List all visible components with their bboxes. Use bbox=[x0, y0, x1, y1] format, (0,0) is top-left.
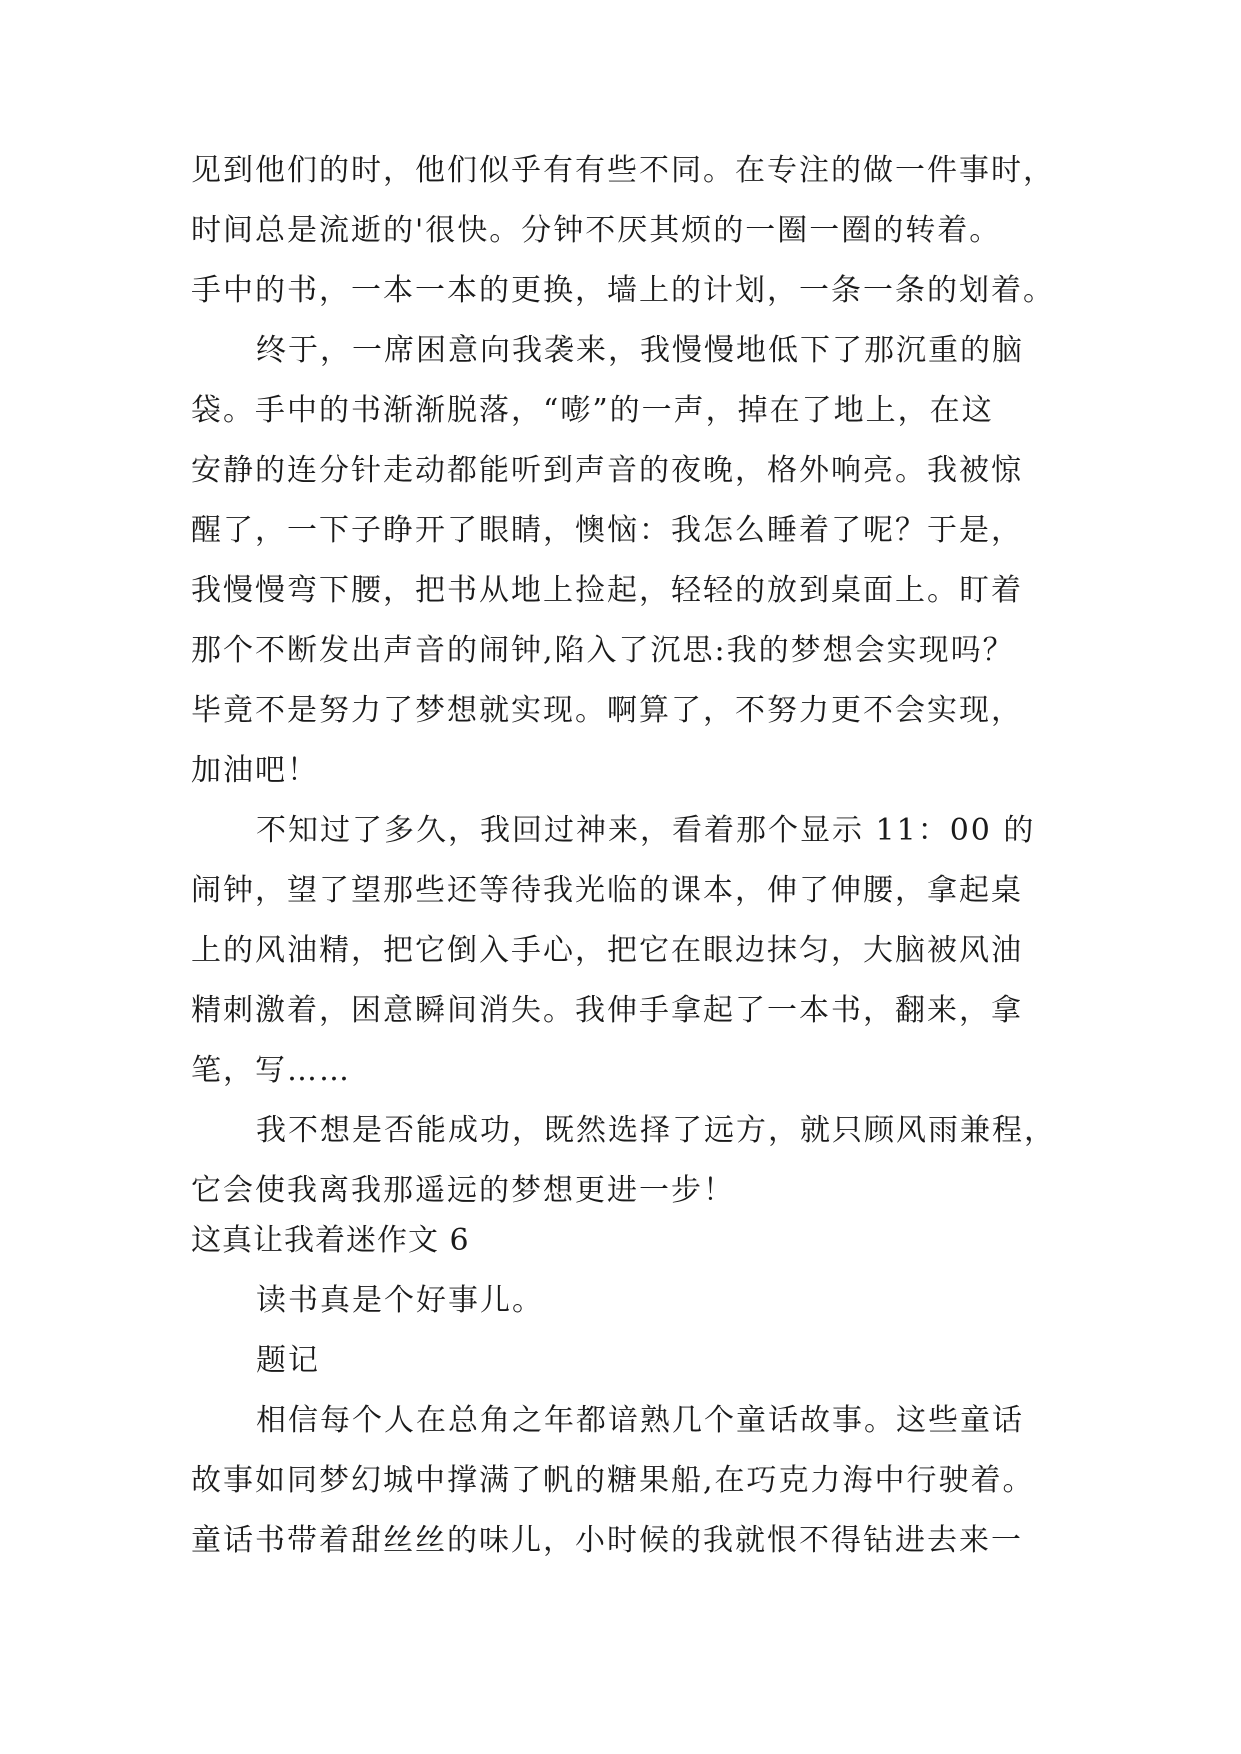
text-line: 醒了，一下子睁开了眼睛，懊恼：我怎么睡着了呢？于是， bbox=[191, 513, 1023, 548]
paragraph-first-line: 读书真是个好事儿。 bbox=[256, 1283, 544, 1318]
text-line: 我慢慢弯下腰，把书从地上捡起，轻轻的放到桌面上。盯着 bbox=[191, 573, 1023, 608]
paragraph-first-line: 终于，一席困意向我袭来，我慢慢地低下了那沉重的脑 bbox=[256, 333, 1024, 368]
text-line: 毕竟不是努力了梦想就实现。啊算了，不努力更不会实现， bbox=[191, 693, 1023, 728]
text-line: 它会使我离我那遥远的梦想更进一步！ bbox=[191, 1173, 735, 1208]
text-line: 加油吧！ bbox=[191, 753, 319, 788]
text-line: 手中的书，一本一本的更换，墙上的计划，一条一条的划着。 bbox=[191, 273, 1055, 308]
text-line: 故事如同梦幻城中撑满了帆的糖果船,在巧克力海中行驶着。 bbox=[191, 1463, 1035, 1498]
text-line: 见到他们的时，他们似乎有有些不同。在专注的做一件事时， bbox=[191, 153, 1055, 188]
text-line: 那个不断发出声音的闹钟,陷入了沉思:我的梦想会实现吗？ bbox=[191, 633, 1015, 668]
text-line: 安静的连分针走动都能听到声音的夜晚，格外响亮。我被惊 bbox=[191, 453, 1023, 488]
text-line: 童话书带着甜丝丝的味儿，小时候的我就恨不得钻进去来一 bbox=[191, 1523, 1023, 1558]
text-line: 袋。手中的书渐渐脱落，“嘭”的一声，掉在了地上，在这 bbox=[191, 393, 994, 428]
text-line: 闹钟，望了望那些还等待我光临的课本，伸了伸腰，拿起桌 bbox=[191, 873, 1023, 908]
text-line: 精刺激着，困意瞬间消失。我伸手拿起了一本书，翻来，拿 bbox=[191, 993, 1023, 1028]
epigraph-label: 题记 bbox=[256, 1343, 320, 1378]
paragraph-first-line: 我不想是否能成功，既然选择了远方，就只顾风雨兼程， bbox=[256, 1113, 1056, 1148]
text-line: 上的风油精，把它倒入手心，把它在眼边抹匀，大脑被风油 bbox=[191, 933, 1023, 968]
paragraph-first-line: 相信每个人在总角之年都谙熟几个童话故事。这些童话 bbox=[256, 1403, 1024, 1438]
text-line: 时间总是流逝的'很快。分钟不厌其烦的一圈一圈的转着。 bbox=[191, 213, 1002, 248]
paragraph-first-line: 不知过了多久，我回过神来，看着那个显示 11：00 的 bbox=[256, 813, 1036, 848]
text-line: 笔，写…… bbox=[191, 1053, 351, 1088]
section-heading: 这真让我着迷作文 6 bbox=[191, 1223, 470, 1258]
